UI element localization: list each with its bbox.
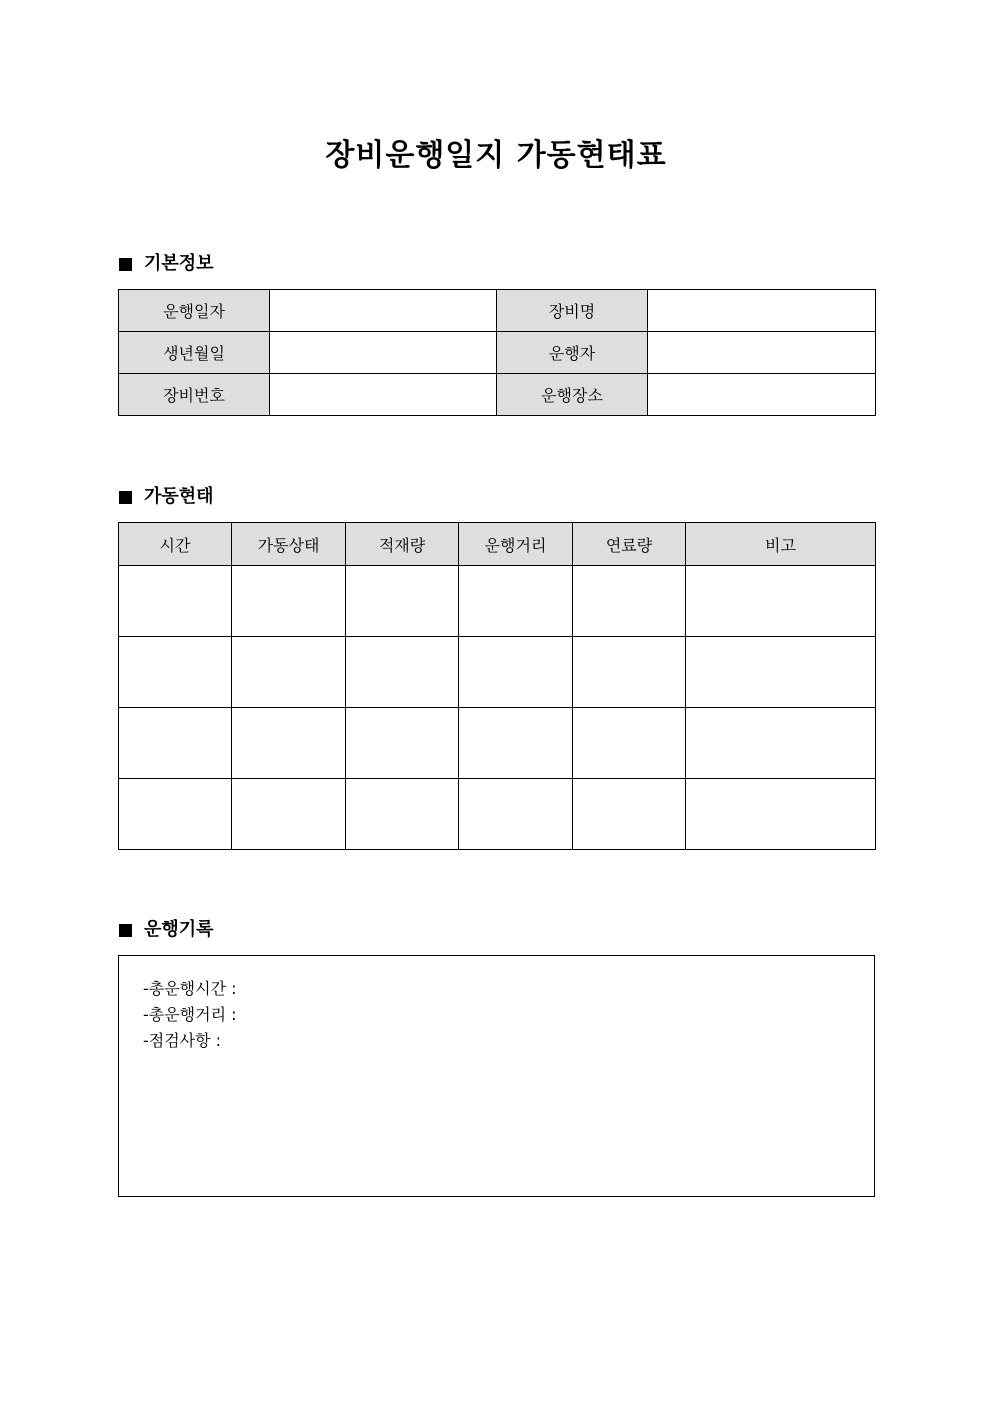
record-box[interactable]: [118, 955, 875, 1197]
status-cell[interactable]: [232, 566, 346, 637]
column-header: 비고: [686, 523, 876, 566]
table-row: [119, 708, 876, 779]
basic-value-cell[interactable]: [270, 290, 497, 332]
table-row: [119, 779, 876, 850]
status-cell[interactable]: [346, 566, 459, 637]
section-heading-basic: [119, 251, 214, 277]
square-bullet-icon: [119, 491, 132, 504]
status-cell[interactable]: [119, 708, 232, 779]
status-cell[interactable]: [119, 637, 232, 708]
status-cell[interactable]: [459, 779, 573, 850]
status-cell[interactable]: [232, 708, 346, 779]
status-cell[interactable]: [232, 637, 346, 708]
column-header: 운행거리: [459, 523, 573, 566]
status-cell[interactable]: [119, 566, 232, 637]
basic-label-cell: 생년월일: [119, 332, 270, 374]
column-header: 적재량: [346, 523, 459, 566]
record-lines: [143, 976, 237, 1054]
status-cell[interactable]: [346, 637, 459, 708]
basic-label-cell: 장비번호: [119, 374, 270, 416]
status-cell[interactable]: [686, 566, 876, 637]
status-cell[interactable]: [686, 637, 876, 708]
status-cell[interactable]: [573, 779, 686, 850]
table-header-row: [119, 523, 876, 566]
column-header: 시간: [119, 523, 232, 566]
square-bullet-icon: [119, 258, 132, 271]
basic-value-cell[interactable]: [648, 290, 876, 332]
status-cell[interactable]: [459, 708, 573, 779]
table-row: [119, 332, 876, 374]
basic-label-cell: 운행일자: [119, 290, 270, 332]
section-heading-basic-label: 기본정보: [144, 253, 214, 274]
table-row: [119, 290, 876, 332]
status-cell[interactable]: [459, 637, 573, 708]
status-cell[interactable]: [573, 637, 686, 708]
table-row: [119, 566, 876, 637]
status-cell[interactable]: [686, 779, 876, 850]
status-cell[interactable]: [686, 708, 876, 779]
section-heading-status: [119, 484, 214, 510]
status-cell[interactable]: [232, 779, 346, 850]
section-heading-record-label: 운행기록: [144, 919, 214, 940]
basic-value-cell[interactable]: [648, 374, 876, 416]
status-cell[interactable]: [346, 779, 459, 850]
table-row: [119, 637, 876, 708]
status-cell[interactable]: [119, 779, 232, 850]
basic-label-cell: 장비명: [497, 290, 648, 332]
status-cell[interactable]: [459, 566, 573, 637]
basic-label-cell: 운행장소: [497, 374, 648, 416]
record-line-total-distance: -총운행거리 :: [143, 1005, 237, 1024]
section-heading-status-label: 가동현태: [144, 486, 214, 507]
basic-value-cell[interactable]: [270, 332, 497, 374]
basic-info-table: [118, 289, 876, 416]
status-cell[interactable]: [573, 708, 686, 779]
status-cell[interactable]: [346, 708, 459, 779]
basic-value-cell[interactable]: [648, 332, 876, 374]
basic-label-cell: 운행자: [497, 332, 648, 374]
square-bullet-icon: [119, 924, 132, 937]
status-cell[interactable]: [573, 566, 686, 637]
section-heading-record: [119, 917, 214, 943]
column-header: 가동상태: [232, 523, 346, 566]
table-row: [119, 374, 876, 416]
basic-value-cell[interactable]: [270, 374, 497, 416]
status-table: [118, 522, 876, 850]
document-title: 장비운행일지 가동현태표: [325, 138, 667, 173]
record-line-total-time: -총운행시간 :: [143, 979, 237, 998]
record-line-inspection: -점검사항 :: [143, 1031, 222, 1050]
column-header: 연료량: [573, 523, 686, 566]
